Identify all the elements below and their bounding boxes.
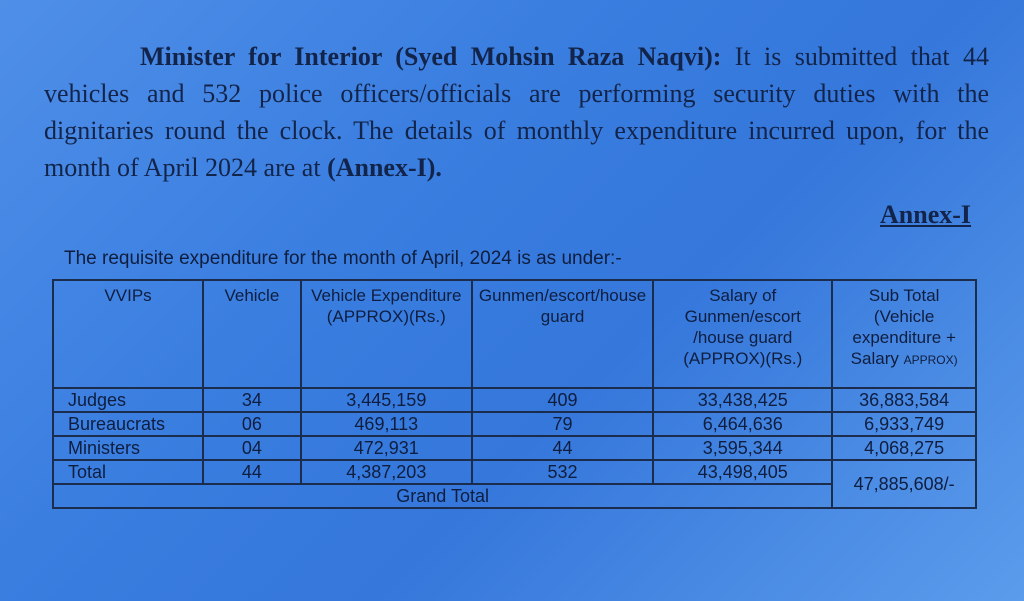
header-subtotal [832,280,976,388]
table-row [53,436,976,460]
cell-vehicle: 34 [203,388,301,412]
cell-vehicle: 06 [203,412,301,436]
grand-total-label: Grand Total [53,484,832,508]
table-row [53,388,976,412]
cell-gunmen: 409 [472,388,653,412]
table-row-total [53,460,976,484]
cell-vehicle-expenditure: 3,445,159 [301,388,472,412]
table-header-row [53,280,976,388]
cell-vehicle: 04 [203,436,301,460]
cell-vehicle-expenditure: 472,931 [301,436,472,460]
cell-vehicle-expenditure: 469,113 [301,412,472,436]
cell-gunmen: 44 [472,436,653,460]
table-intro: The requisite expenditure for the month of April, 2024 is as under:- [64,248,622,269]
cell-vehicle-expenditure: 4,387,203 [301,460,472,484]
header-subtotal-small: APPROX) [903,353,958,367]
annex-heading: Annex-I [880,200,972,229]
expenditure-table [52,279,977,509]
cell-salary: 43,498,405 [653,460,832,484]
cell-subtotal: 4,068,275 [832,436,976,460]
cell-vvips: Bureaucrats [53,412,203,436]
cell-gunmen: 532 [472,460,653,484]
header-vvips: VVIPs [53,280,203,388]
cell-salary: 3,595,344 [653,436,832,460]
header-vehicle-expenditure: Vehicle Expenditure (APPROX)(Rs.) [301,280,472,388]
statement-text: It is submitted that 44 vehicles and 532 police officers/officials are performing security duties with the dignitaries round the clock. The details of monthly expenditure incurred upon, for the month of April 2024 are at [44,42,990,182]
header-salary: Salary of Gunmen/escort /house guard (APPROX)(Rs.) [653,280,832,388]
header-subtotal-main: Sub Total (Vehicle expenditure + Salary [850,286,956,368]
header-vehicle: Vehicle [203,280,301,388]
table-row [53,412,976,436]
cell-vvips: Total [53,460,203,484]
annex-reference: (Annex-I). [327,153,442,182]
cell-vvips: Judges [53,388,203,412]
cell-salary: 6,464,636 [653,412,832,436]
cell-vehicle: 44 [203,460,301,484]
cell-vvips: Ministers [53,436,203,460]
cell-grand-total-value: 47,885,608/- [832,460,976,508]
cell-subtotal: 6,933,749 [832,412,976,436]
cell-salary: 33,438,425 [653,388,832,412]
cell-subtotal: 36,883,584 [832,388,976,412]
cell-gunmen: 79 [472,412,653,436]
header-gunmen: Gunmen/escort/house guard [472,280,653,388]
speaker-name: Minister for Interior (Syed Mohsin Raza Naqvi): [140,42,722,71]
minister-statement [44,38,989,186]
